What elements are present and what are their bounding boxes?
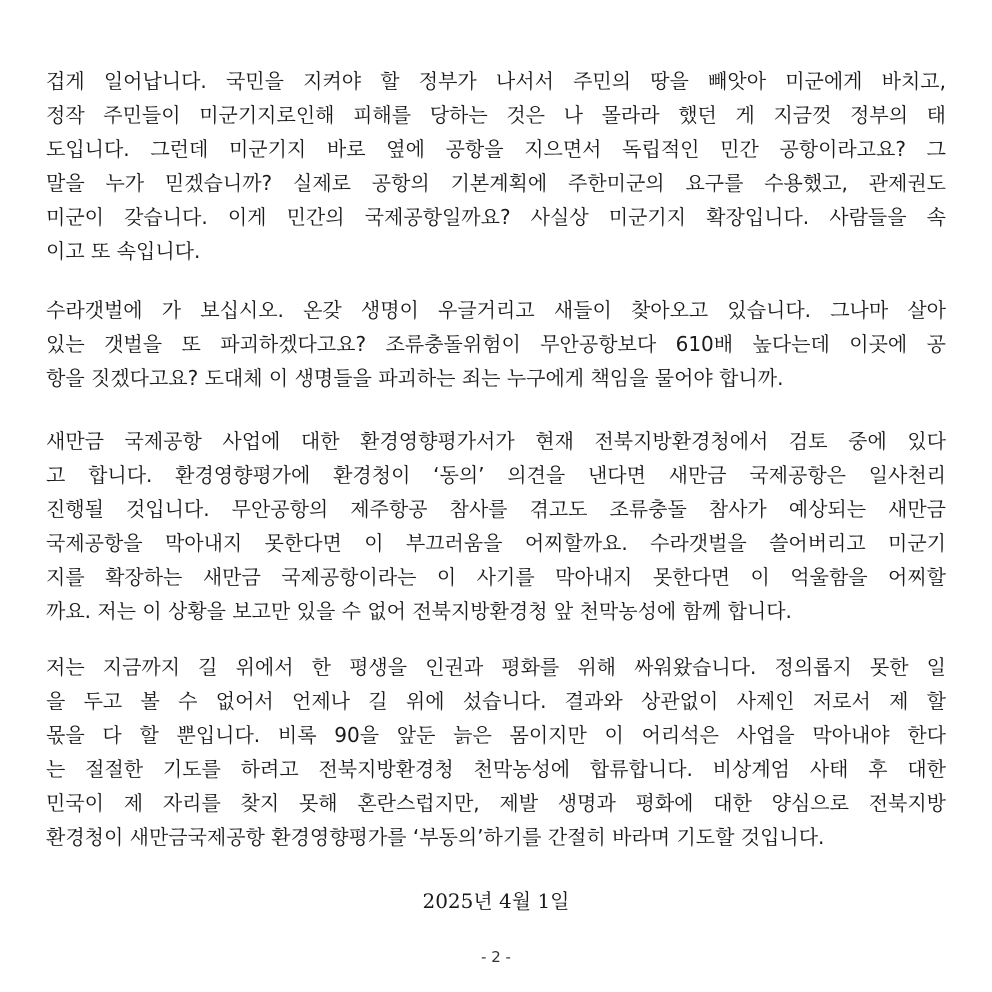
text-line: 있는 갯벌을 또 파괴하겠다고요? 조류충돌위험이 무안공항보다 610배 높다는데 이곳에 공 <box>46 332 946 356</box>
text-line: 민국이 제 자리를 찾지 못해 혼란스럽지만, 제발 생명과 평화에 대한 양심으로 전북지방 <box>46 791 946 815</box>
paragraph-1 <box>46 64 946 268</box>
text-line: 도입니다. 그런데 미군기지 바로 옆에 공항을 지으면서 독립적인 민간 공항이라고요? 그 <box>46 137 946 161</box>
text-line: 항을 짓겠다고요? 도대체 이 생명들을 파괴하는 죄는 누구에게 책임을 물어야 합니까. <box>46 366 784 390</box>
text-line: 새만금 국제공항 사업에 대한 환경영향평가서가 현재 전북지방환경청에서 검토 중에 있다 <box>46 429 946 453</box>
text-line: 미군이 갖습니다. 이게 민간의 국제공항일까요? 사실상 미군기지 확장입니다. 사람들을 속 <box>46 205 946 229</box>
text-line: 수라갯벌에 가 보십시오. 온갖 생명이 우글거리고 새들이 찾아오고 있습니다. 그나마 살아 <box>46 298 946 322</box>
text-line: 환경청이 새만금국제공항 환경영향평가를 ‘부동의’하기를 간절히 바라며 기도할 것입니다. <box>46 825 825 849</box>
text-line: 겁게 일어납니다. 국민을 지켜야 할 정부가 나서서 주민의 땅을 빼앗아 미군에게 바치고, <box>46 69 946 93</box>
document-date: 2025년 4월 1일 <box>422 889 570 913</box>
text-line: 고 합니다. 환경영향평가에 환경청이 ‘동의’ 의견을 낸다면 새만금 국제공항은 일사천리 <box>46 463 946 487</box>
text-line: 는 절절한 기도를 하려고 전북지방환경청 천막농성에 합류합니다. 비상계엄 사태 후 대한 <box>46 757 946 781</box>
text-line: 말을 누가 믿겠습니까? 실제로 공항의 기본계획에 주한미군의 요구를 수용했고, 관제권도 <box>46 171 946 195</box>
paragraph-2 <box>46 293 946 395</box>
text-line: 까요. 저는 이 상황을 보고만 있을 수 없어 전북지방환경청 앞 천막농성에 함께 합니다. <box>46 599 792 623</box>
text-line: 정작 주민들이 미군기지로인해 피해를 당하는 것은 나 몰라라 했던 게 지금껏 정부의 태 <box>46 103 946 127</box>
paragraph-3 <box>46 424 946 628</box>
text-line: 저는 지금까지 길 위에서 한 평생을 인권과 평화를 위해 싸워왔습니다. 정의롭지 못한 일 <box>46 655 946 679</box>
text-line: 이고 또 속입니다. <box>46 239 201 263</box>
text-line: 몫을 다 할 뿐입니다. 비록 90을 앞둔 늙은 몸이지만 이 어리석은 사업을 막아내야 한다 <box>46 723 946 747</box>
text-line: 국제공항을 막아내지 못한다면 이 부끄러움을 어찌할까요. 수라갯벌을 쓸어버리고 미군기 <box>46 531 946 555</box>
text-line: 을 두고 볼 수 없어서 언제나 길 위에 섰습니다. 결과와 상관없이 사제인 저로서 제 할 <box>46 689 946 713</box>
paragraph-4 <box>46 650 946 854</box>
text-line: 지를 확장하는 새만금 국제공항이라는 이 사기를 막아내지 못한다면 이 억울함을 어찌할 <box>46 565 946 589</box>
text-line: 진행될 것입니다. 무안공항의 제주항공 참사를 겪고도 조류충돌 참사가 예상되는 새만금 <box>46 497 946 521</box>
page-number: - 2 - <box>481 948 511 966</box>
